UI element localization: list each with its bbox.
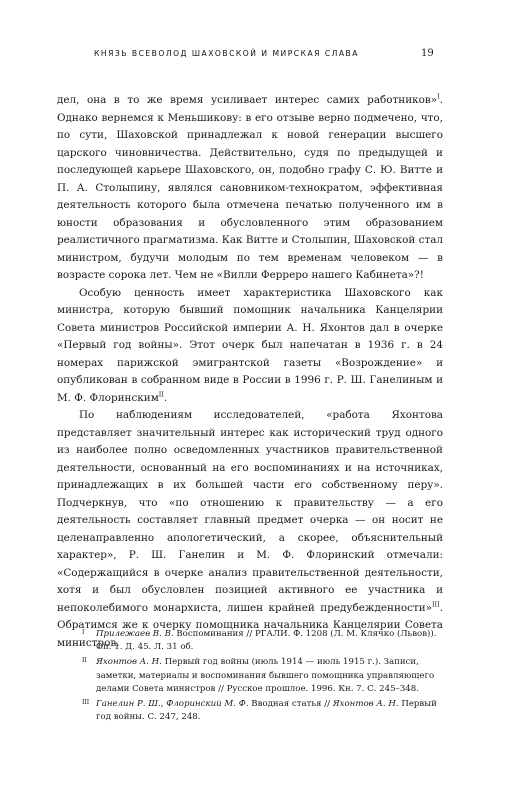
footnote-author: Прилежаев В. В. [96, 629, 174, 639]
paragraph-2: Особую ценность имеет характеристика Шаховского как министра, которую бывший помощник начальника Канцелярии Совета министров Российской империи А. Н. Яхонтов дал в очерке «Первый год войны». Этот очерк был напечатан в 1936 г. в 24 номерах парижской эмигрантской газеты «Возрождение» и опубликован в собранном виде в России в 1996 г. Р. Ш. Ганелиным и М. Ф. Флоринским$^{II}$. [57, 286, 443, 404]
footnote-ref-3[interactable]: III [431, 600, 440, 609]
page-number: 19 [421, 48, 434, 59]
footnote-1: I Прилежаев В. В. Воспоминания // РГАЛИ. Ф. 1208 (Л. М. Клячко (Львов)). Оп. 1. Д. 45. Л. 31 об. [82, 628, 444, 654]
running-header: КНЯЗЬ ВСЕВОЛОД ШАХОВСКОЙ И МИРСКАЯ СЛАВА [94, 49, 359, 58]
footnote-2: II Яхонтов А. Н. Первый год войны (июль 1914 — июль 1915 г.). Записи, заметки, материалы и воспоминания бывшего помощника управляющего делами Совета министров // Русское прошлое. 1996. Кн. 7. С. 245–348. [82, 656, 444, 696]
paragraph-1: дел, она в то же время усиливает интерес самих работников»$^I$. Однако вернемся к Меньшикову: в его отзыве верно подмечено, что, по сути, Шаховской принадлежал к новой генерации высшего царского чиновничества. Действительно, судя по предыдущей и последующей карьере Шаховского, он, подобно графу С. Ю. Витте и П. А. Столыпину, являлся сановником-технократом, эффективная деятельность которого была отмечена печатью полученного им в юности образования и обусловленного этим образованием реалистичного прагматизма. Как Витте и Столыпин, Шаховской стал министром, будучи молодым по тем временам человеком — в возрасте сорока лет. Чем не «Вилли Ферреро нашего Кабинета»?! [57, 92, 443, 281]
footnote-mark: II [82, 657, 87, 665]
footnote-mark: III [82, 699, 90, 707]
main-text [57, 92, 443, 652]
footnote-ref-1[interactable]: I [437, 92, 440, 101]
footnote-mark: I [82, 629, 85, 636]
footnote-author: Ганелин Р. Ш., Флоринский М. Ф. [96, 699, 249, 710]
footnote-author: Яхонтов А. Н. [96, 657, 162, 668]
footnote-3: III Ганелин Р. Ш., Флоринский М. Ф. Вводная статья // Яхонтов А. Н. Первый год войны. С. 247, 248. [82, 698, 444, 724]
footnote-ref-2[interactable]: II [158, 390, 164, 399]
paragraph-3: По наблюдениям исследователей, «работа Яхонтова представляет значительный интерес как исторический труд одного из наиболее полно осведомленных участников правительственной деятельности, основанный на его воспоминаниях и на источниках, принадлежащих в их большей части его собственному перу». Подчеркнув, что «по отношению к правительству — а его деятельность составляет главный предмет очерка — он носит не целенаправленно апологетический, а скорее, объяснительный характер», Р. Ш. Ганелин и М. Ф. Флоринский отмечали: «Содержащийся в очерке анализ правительственной деятельности, хотя и был обусловлен позицией активного ее участника и непоколебимого монархиста, лишен крайней предубежденности»$^{III}$. Обратимся же к очерку помощника начальника Канцелярии Совета министров. [57, 409, 443, 649]
footnote-author: Яхонтов А. Н. [332, 699, 399, 710]
footnotes [82, 628, 444, 726]
